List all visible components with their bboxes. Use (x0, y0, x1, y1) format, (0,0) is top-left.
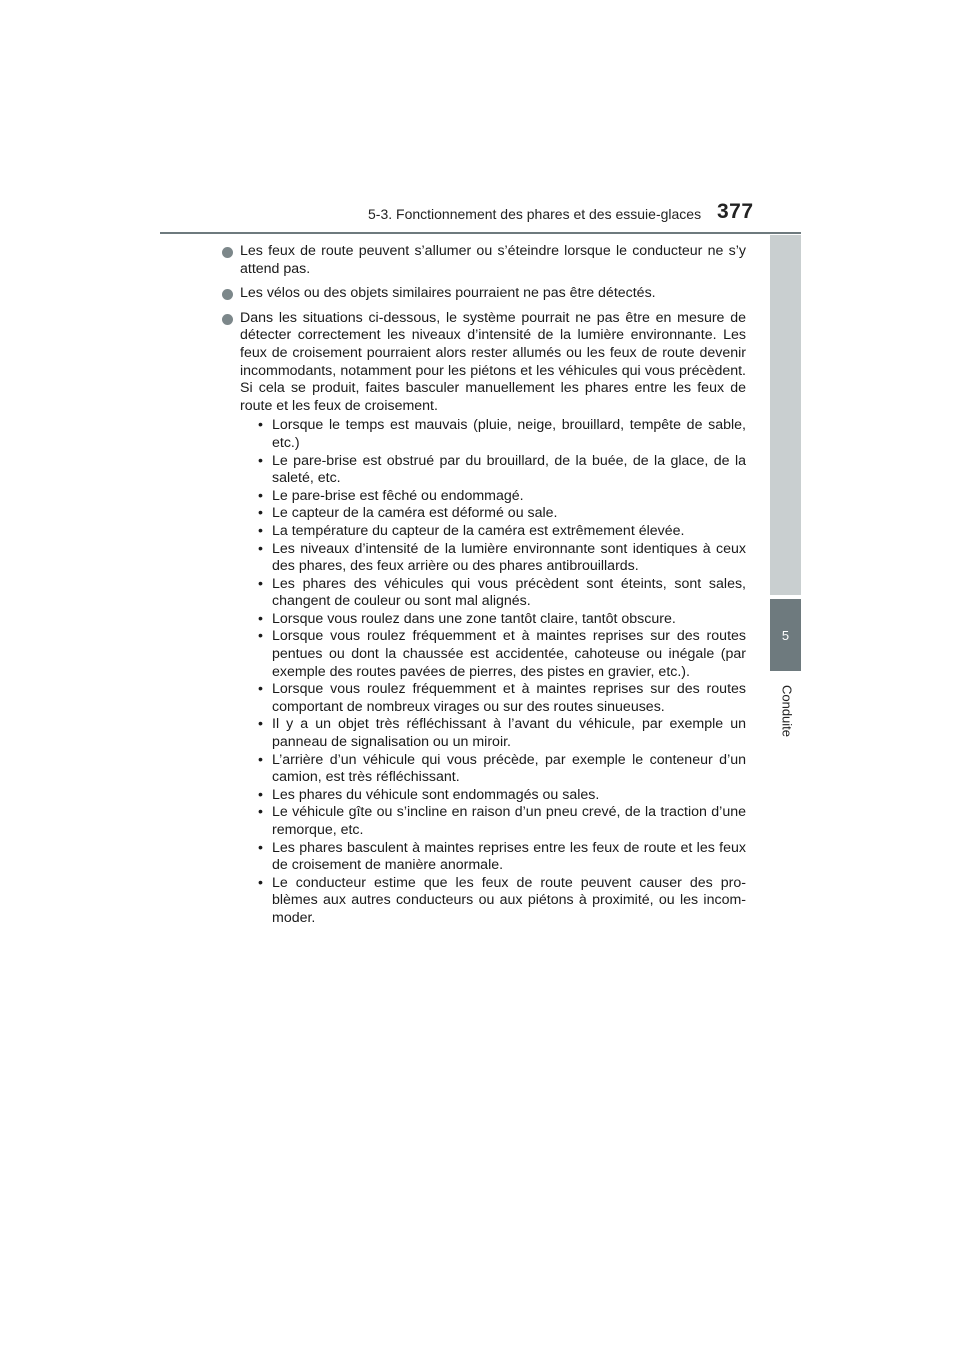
list-item-text: Les phares basculent à maintes reprises entre les feux de route et les feux de croisement de manière anormale. (272, 839, 746, 874)
bullet-marker: • (258, 487, 263, 504)
bullet-dot-icon (222, 289, 233, 300)
bullet-marker: • (258, 522, 263, 539)
bullet-dot-icon (222, 247, 233, 258)
paragraph-text: Les vélos ou des objets similaires pourraient ne pas être détectés. (240, 285, 656, 302)
chapter-tab-bar (770, 235, 801, 595)
chapter-label: Conduite (779, 684, 795, 738)
bullet-marker: • (258, 786, 263, 803)
list-item (258, 628, 746, 681)
list-item (258, 716, 746, 751)
section-title: 5-3. Fonctionnement des phares et des essuie-glaces (368, 206, 702, 222)
list-item (258, 804, 746, 839)
list-item-text: Le véhicule gîte ou s’incline en raison d’un pneu crevé, de la traction d’une remorque, etc. (272, 804, 746, 838)
list-item-text: Le capteur de la caméra est déformé ou sale. (272, 505, 558, 522)
list-item (258, 752, 746, 787)
bullet-marker: • (258, 804, 263, 821)
list-item-text: Le conducteur estime que les feux de route peuvent causer des pro-blèmes aux autres conducteurs ou aux piétons à proximité, ou les incom-moder. (272, 874, 746, 926)
page-number: 377 (717, 200, 754, 223)
list-item (258, 787, 746, 805)
chapter-tab (770, 599, 801, 671)
list-item (258, 611, 746, 629)
paragraph-text: Les feux de route peuvent s’allumer ou s’éteindre lorsque le conducteur ne s’y attend pas. (240, 243, 746, 277)
list-item-text: La température du capteur de la caméra est extrêmement élevée. (272, 522, 685, 539)
bullet-marker: • (258, 628, 263, 645)
bullet-dot-icon (222, 314, 233, 325)
page-content (222, 243, 746, 935)
list-item (258, 453, 746, 488)
bullet-marker: • (258, 452, 263, 469)
situation-list (240, 417, 746, 927)
bullet-marker: • (258, 681, 263, 698)
list-item-text: Les niveaux d’intensité de la lumière environnante sont identiques à ceux des phares, des feux arrière ou des phares antibrouillards. (272, 540, 746, 575)
paragraph (222, 310, 746, 928)
list-item (258, 417, 746, 452)
header-divider (160, 232, 801, 234)
list-item (258, 488, 746, 506)
list-item-text: Le pare-brise est fêché ou endommagé. (272, 487, 524, 504)
bullet-marker: • (258, 716, 263, 733)
list-item-text: Le pare-brise est obstrué par du brouillard, de la buée, de la glace, de la saleté, etc. (272, 452, 746, 487)
paragraph (222, 243, 746, 278)
bullet-marker: • (258, 839, 263, 856)
bullet-marker: • (258, 505, 263, 522)
list-item (258, 505, 746, 523)
list-item-text: Lorsque vous roulez dans une zone tantôt claire, tantôt obscure. (272, 610, 676, 627)
list-item (258, 523, 746, 541)
list-item-text: Lorsque vous roulez fréquemment et à maintes reprises sur des routes comportant de nombreux virages ou sur des routes sinueuses. (272, 681, 746, 715)
list-item-text: L’arrière d’un véhicule qui vous précède, par exemple le conteneur d’un camion, est très réfléchissant. (272, 751, 746, 786)
bullet-marker: • (258, 751, 263, 768)
list-item (258, 840, 746, 875)
list-item (258, 681, 746, 716)
chapter-number: 5 (781, 628, 790, 643)
bullet-marker: • (258, 417, 263, 434)
list-item-text: Il y a un objet très réfléchissant à l’avant du véhicule, par exemple un panneau de signalisation ou un miroir. (272, 716, 746, 751)
list-item (258, 541, 746, 576)
list-item-text: Lorsque vous roulez fréquemment et à maintes reprises sur des routes pentues ou dont la chaussée est accidentée, cahoteuse ou inégale (par exemple des routes pavées de pierres, des pistes en gravier, etc.). (272, 628, 746, 680)
list-item-text: Lorsque le temps est mauvais (pluie, neige, brouillard, tempête de sable, etc.) (272, 417, 746, 451)
list-item-text: Les phares des véhicules qui vous précèdent sont éteints, sont sales, changent de couleur ou sont mal alignés. (272, 575, 746, 610)
list-item (258, 875, 746, 928)
list-item-text: Les phares du véhicule sont endommagés ou sales. (272, 786, 600, 803)
paragraph (222, 285, 746, 303)
list-item (258, 576, 746, 611)
bullet-marker: • (258, 540, 263, 557)
bullet-marker: • (258, 610, 263, 627)
paragraph-text: Dans les situations ci-dessous, le système pourrait ne pas être en mesure de détecter correctement les niveaux d’intensité de la lumière environnante. Les feux de croisement pourraient alors rester allumés ou les feux de route devenir incommodants, notamment pour les piétons et les véhicules qui vous précèdent. Si cela se produit, faites basculer manuellement les phares entre les feux de route et les feux de croisement. (240, 309, 746, 414)
bullet-marker: • (258, 874, 263, 891)
bullet-marker: • (258, 575, 263, 592)
